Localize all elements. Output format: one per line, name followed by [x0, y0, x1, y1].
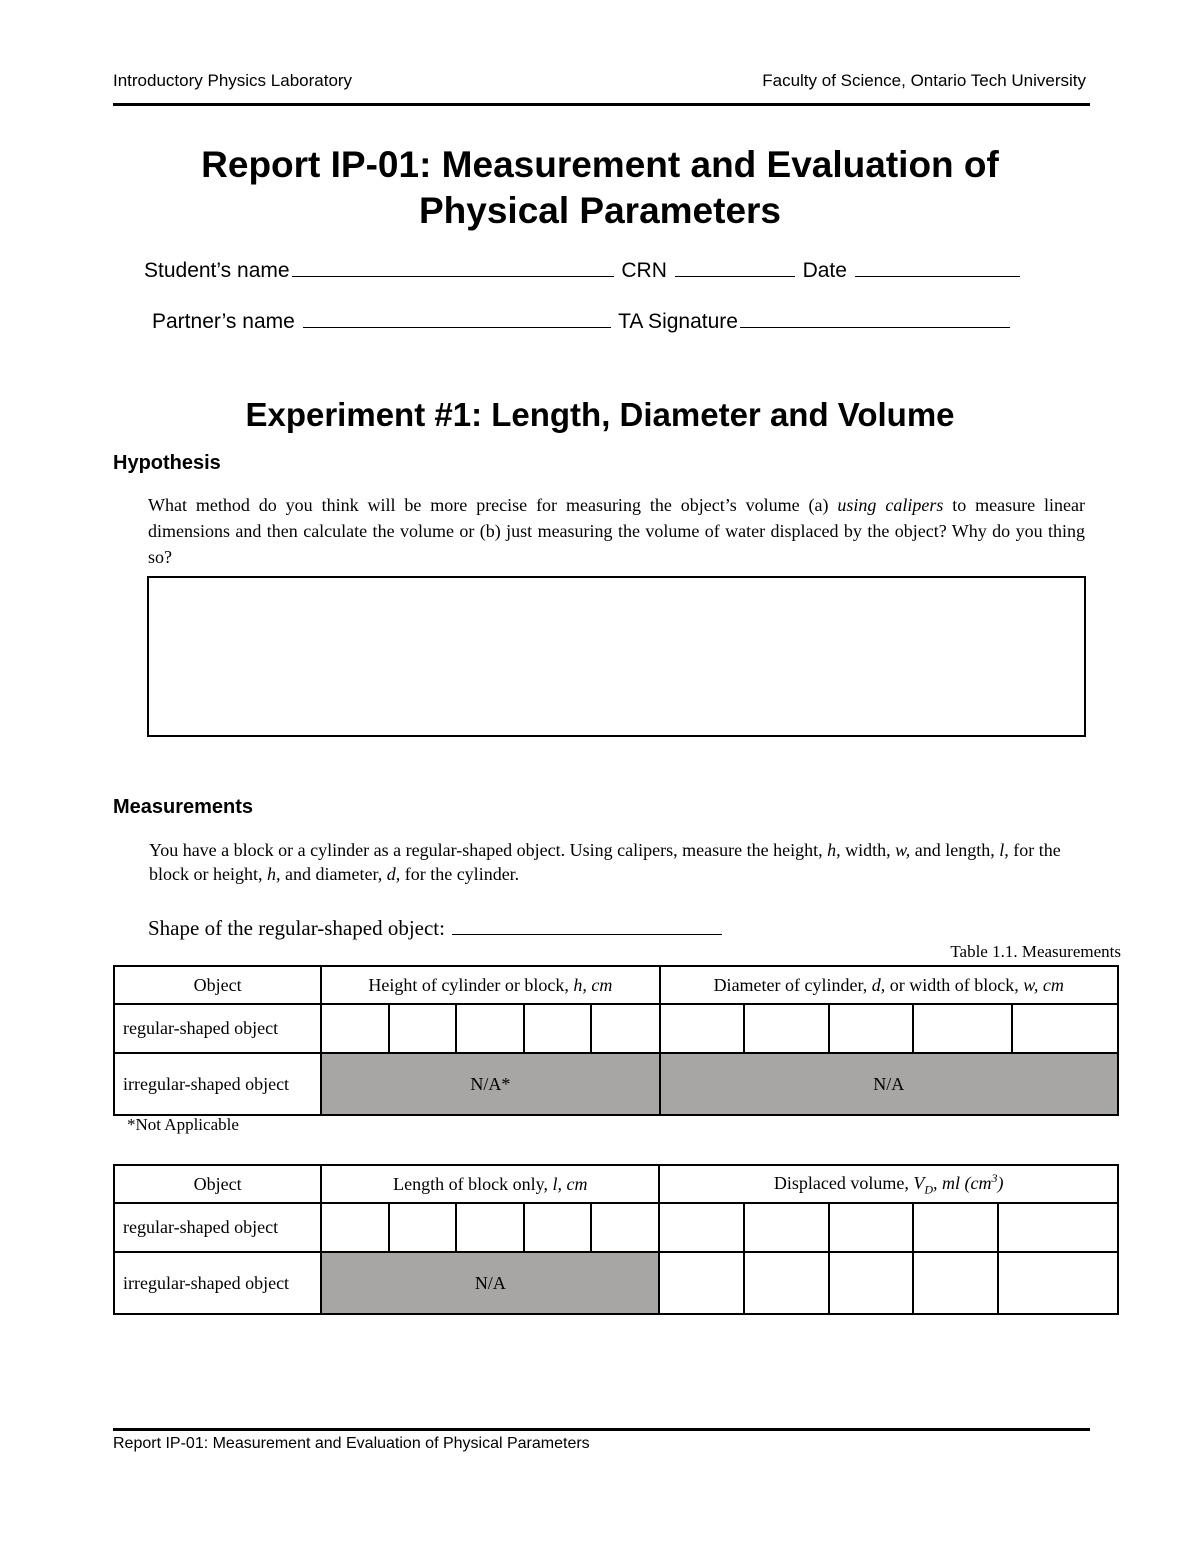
partner-name-label: Partner’s name: [152, 310, 295, 333]
footer-rule: [113, 1428, 1090, 1431]
row-label-irregular: irregular-shaped object: [114, 1252, 321, 1314]
volume-cell[interactable]: [998, 1203, 1118, 1252]
diameter-cell[interactable]: [1012, 1004, 1118, 1053]
height-cell[interactable]: [389, 1004, 456, 1053]
measurements-table-1: [113, 965, 1119, 1116]
volume-cell[interactable]: [913, 1203, 998, 1252]
height-cell[interactable]: [321, 1004, 389, 1053]
measurements-instructions: You have a block or a cylinder as a regular-shaped object. Using calipers, measure the height, h, width, w, and length, l, for the block or height, h, and diameter, d, for the cylinder.: [149, 840, 1061, 884]
footnote: *Not Applicable: [127, 1115, 239, 1134]
col-header-diameter: Diameter of cylinder, d, or width of block, w, cm: [660, 966, 1118, 1004]
length-cell[interactable]: [524, 1203, 591, 1252]
measurements-heading: Measurements: [113, 796, 254, 818]
shape-line: [148, 915, 724, 941]
length-cell[interactable]: [321, 1203, 389, 1252]
student-name-field[interactable]: [292, 257, 614, 277]
row-label-regular: regular-shaped object: [114, 1004, 321, 1053]
volume-cell[interactable]: [744, 1203, 829, 1252]
volume-cell[interactable]: [744, 1252, 829, 1314]
volume-cell[interactable]: [998, 1252, 1118, 1314]
diameter-cell[interactable]: [660, 1004, 744, 1053]
row-label-regular: regular-shaped object: [114, 1203, 321, 1252]
volume-cell[interactable]: [659, 1252, 743, 1314]
crn-field[interactable]: [675, 257, 795, 277]
col-header-height: Height of cylinder or block, h, cm: [321, 966, 659, 1004]
length-cell[interactable]: [389, 1203, 456, 1252]
report-title-line1: Report IP-01: Measurement and Evaluation of: [201, 144, 999, 185]
header-left-text: Introductory Physics Laboratory: [113, 71, 353, 90]
shape-label: Shape of the regular-shaped object:: [148, 916, 445, 940]
volume-cell[interactable]: [829, 1203, 913, 1252]
length-cell[interactable]: [456, 1203, 524, 1252]
col-header-object: Object: [114, 1165, 321, 1203]
report-title-line2: Physical Parameters: [418, 190, 781, 231]
na-cell-height: N/A*: [321, 1053, 659, 1115]
height-cell[interactable]: [524, 1004, 591, 1053]
ta-signature-field[interactable]: [740, 308, 1010, 328]
student-name-label: Student’s name: [144, 259, 290, 282]
ta-signature-label: TA Signature: [618, 310, 738, 333]
volume-cell[interactable]: [913, 1252, 998, 1314]
partner-name-field[interactable]: [303, 308, 611, 328]
length-cell[interactable]: [591, 1203, 659, 1252]
height-cell[interactable]: [456, 1004, 524, 1053]
table-row: [114, 1252, 1118, 1314]
partner-info-line: [152, 308, 1012, 334]
footer-text: Report IP-01: Measurement and Evaluation of Physical Parameters: [113, 1435, 590, 1452]
row-label-irregular: irregular-shaped object: [114, 1053, 321, 1115]
hypothesis-question: What method do you think will be more precise for measuring the object’s volume (a) using calipers to measure linear dimensions and then calculate the volume or (b) just measuring the volume of water displaced by the object? Why do you thing so?: [148, 495, 1085, 567]
table-row: [114, 1203, 1118, 1252]
date-label: Date: [802, 259, 847, 282]
table-row: [114, 1053, 1118, 1115]
na-cell-length: N/A: [321, 1252, 659, 1314]
report-title: [100, 142, 1100, 234]
student-info-line: [144, 257, 1022, 283]
diameter-cell[interactable]: [829, 1004, 913, 1053]
crn-label: CRN: [621, 259, 667, 282]
col-header-object: Object: [114, 966, 321, 1004]
header-right-text: Faculty of Science, Ontario Tech University: [762, 71, 1086, 90]
hypothesis-heading: Hypothesis: [113, 452, 221, 474]
volume-cell[interactable]: [659, 1203, 743, 1252]
header-rule: [113, 103, 1090, 106]
diameter-cell[interactable]: [744, 1004, 829, 1053]
hypothesis-answer-box[interactable]: [147, 576, 1086, 737]
na-cell-diameter: N/A: [660, 1053, 1118, 1115]
height-cell[interactable]: [591, 1004, 659, 1053]
volume-cell[interactable]: [829, 1252, 913, 1314]
col-header-length: Length of block only, l, cm: [321, 1165, 659, 1203]
shape-field[interactable]: [452, 915, 722, 935]
date-field[interactable]: [855, 257, 1020, 277]
col-header-displaced-volume: Displaced volume, $V_D$, ml $(cm^3)$: [659, 1165, 1118, 1203]
table-caption: Table 1.1. Measurements: [950, 942, 1121, 961]
experiment-title: Experiment #1: Length, Diameter and Volume: [245, 396, 955, 433]
diameter-cell[interactable]: [913, 1004, 1012, 1053]
measurements-table-2: [113, 1164, 1119, 1315]
table-row: [114, 1004, 1118, 1053]
